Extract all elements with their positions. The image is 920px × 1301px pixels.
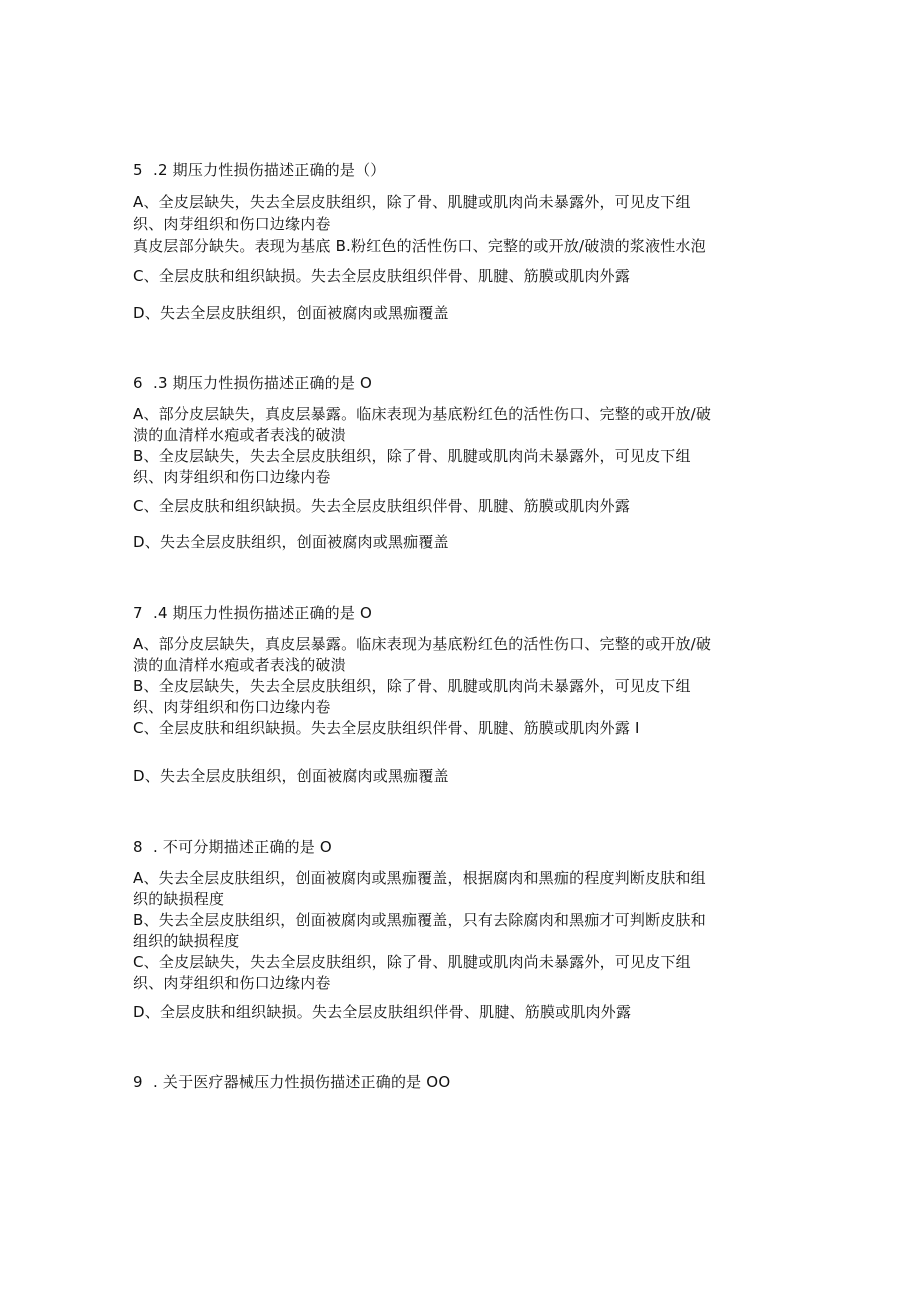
option-line: 织、肉芽组织和伤口边缘内卷 — [133, 974, 331, 992]
option-line: C、全层皮肤和组织缺损。失去全层皮肤组织伴骨、肌腱、筋膜或肌肉外露 — [133, 267, 631, 285]
option-line: 织、肉芽组织和伤口边缘内卷 — [133, 468, 331, 486]
option-line: B、全皮层缺失，失去全层皮肤组织，除了骨、肌腱或肌肉尚未暴露外，可见皮下组 — [133, 447, 691, 465]
option-line: C、全层皮肤和组织缺损。失去全层皮肤组织伴骨、肌腱、筋膜或肌肉外露 I — [133, 719, 640, 737]
option-line: 真皮层部分缺失。表现为基底 B.粉红色的活性伤口、完整的或开放/破溃的浆液性水泡 — [133, 237, 706, 255]
option-line: D、失去全层皮肤组织，创面被腐肉或黑痂覆盖 — [133, 533, 449, 551]
option-line: 织、肉芽组织和伤口边缘内卷 — [133, 215, 331, 233]
question-number: 9 — [133, 1073, 143, 1091]
question-stem — [133, 837, 332, 857]
option-line: B、失去全层皮肤组织，创面被腐肉或黑痂覆盖，只有去除腐肉和黑痂才可判断皮肤和 — [133, 911, 706, 929]
option-line: C、全层皮肤和组织缺损。失去全层皮肤组织伴骨、肌腱、筋膜或肌肉外露 — [133, 497, 631, 515]
option-line: D、全层皮肤和组织缺损。失去全层皮肤组织伴骨、肌腱、筋膜或肌肉外露 — [133, 1003, 632, 1021]
question-text: .2 期压力性损伤描述正确的是（） — [153, 161, 386, 179]
question-number: 7 — [133, 604, 143, 622]
question-number: 8 — [133, 838, 143, 856]
option-line: A、部分皮层缺失，真皮层暴露。临床表现为基底粉红色的活性伤口、完整的或开放/破 — [133, 635, 712, 653]
option-line: A、部分皮层缺失，真皮层暴露。临床表现为基底粉红色的活性伤口、完整的或开放/破 — [133, 405, 712, 423]
option-line: 溃的血清样水疱或者表浅的破溃 — [133, 426, 346, 444]
question-number: 5 — [133, 161, 143, 179]
question-stem — [133, 373, 372, 393]
question-text: . 不可分期描述正确的是 O — [153, 838, 332, 856]
question-text: . 关于医疗器械压力性损伤描述正确的是 OO — [153, 1073, 451, 1091]
option-line: 织的缺损程度 — [133, 890, 225, 908]
option-line: 溃的血清样水疱或者表浅的破溃 — [133, 656, 346, 674]
question-text: .4 期压力性损伤描述正确的是 O — [153, 604, 373, 622]
option-line: B、全皮层缺失，失去全层皮肤组织，除了骨、肌腱或肌肉尚未暴露外，可见皮下组 — [133, 677, 691, 695]
option-line: D、失去全层皮肤组织，创面被腐肉或黑痂覆盖 — [133, 304, 449, 322]
question-stem — [133, 603, 372, 623]
option-line: 组织的缺损程度 — [133, 932, 240, 950]
question-stem — [133, 160, 385, 180]
option-line: D、失去全层皮肤组织，创面被腐肉或黑痂覆盖 — [133, 767, 449, 785]
option-line: A、全皮层缺失，失去全层皮肤组织，除了骨、肌腱或肌肉尚未暴露外，可见皮下组 — [133, 193, 691, 211]
option-line: A、失去全层皮肤组织，创面被腐肉或黑痂覆盖，根据腐肉和黑痂的程度判断皮肤和组 — [133, 869, 706, 887]
option-line: C、全皮层缺失，失去全层皮肤组织，除了骨、肌腱或肌肉尚未暴露外，可见皮下组 — [133, 953, 691, 971]
option-line: 织、肉芽组织和伤口边缘内卷 — [133, 698, 331, 716]
question-text: .3 期压力性损伤描述正确的是 O — [153, 374, 373, 392]
question-stem — [133, 1072, 450, 1092]
question-number: 6 — [133, 374, 143, 392]
